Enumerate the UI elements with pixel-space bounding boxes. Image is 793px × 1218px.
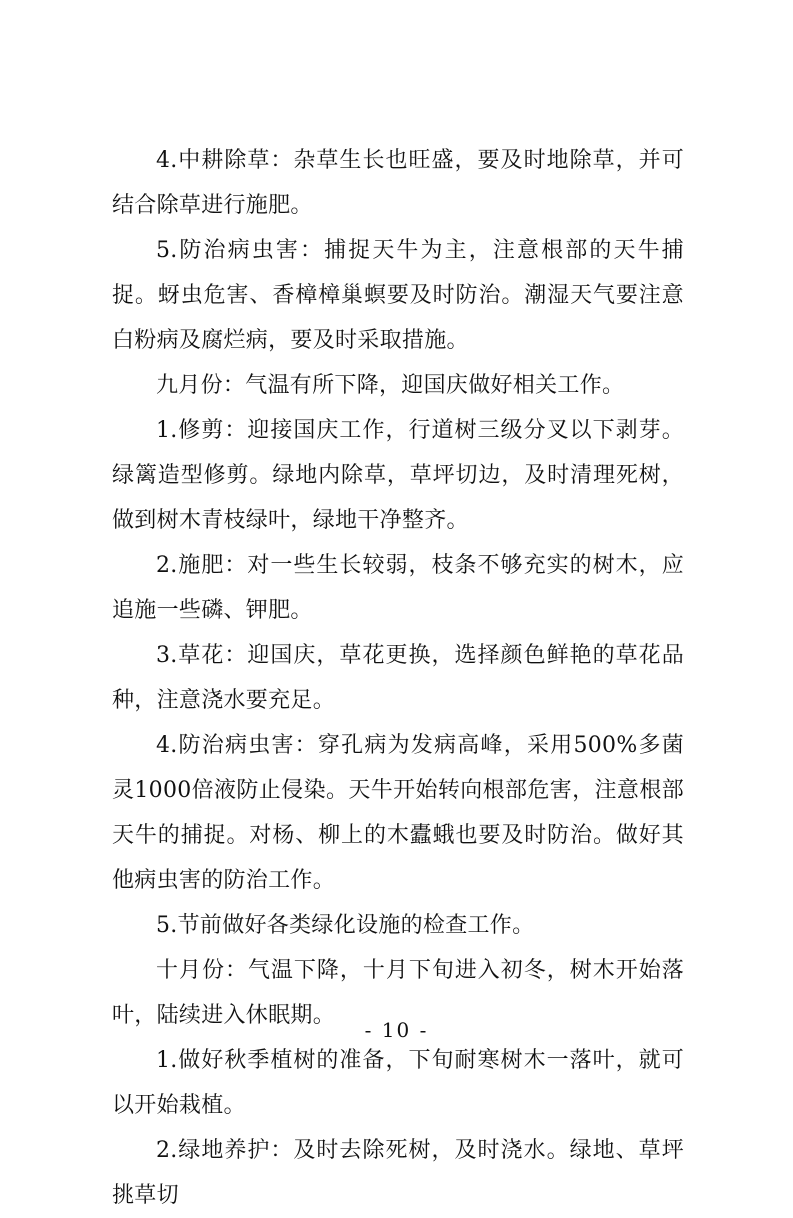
paragraph-pest-control-august: 5.防治病虫害：捕捉天牛为主，注意根部的天牛捕捉。蚜虫危害、香樟樟巢螟要及时防治。潮湿天气要注意白粉病及腐烂病，要及时采取措施。: [112, 238, 684, 353]
paragraph-fertilizing: 2.施肥：对一些生长较弱，枝条不够充实的树木，应追施一些磷、钾肥。: [112, 553, 684, 623]
paragraph-october-heading: 十月份：气温下降，十月下旬进入初冬，树木开始落叶，陆续进入休眠期。: [112, 958, 684, 1028]
paragraph-september-heading: 九月份：气温有所下降，迎国庆做好相关工作。: [156, 373, 625, 398]
page-number: - 10 -: [364, 1018, 429, 1042]
paragraph-pest-control-september: 4.防治病虫害：穿孔病为发病高峰，采用500%多菌灵1000倍液防止侵染。天牛开始转向根部危害，注意根部天牛的捕捉。对杨、柳上的木蠹蛾也要及时防治。做好其他病虫害的防治工作。: [112, 733, 684, 893]
document-body: [112, 138, 684, 1218]
paragraph-pruning: 1.修剪：迎接国庆工作，行道树三级分叉以下剥芽。绿篱造型修剪。绿地内除草，草坪切边，及时清理死树，做到树木青枝绿叶，绿地干净整齐。: [112, 418, 684, 533]
paragraph-weeding: 4.中耕除草：杂草生长也旺盛，要及时地除草，并可结合除草进行施肥。: [112, 148, 684, 218]
paragraph-green-maintenance: 2.绿地养护：及时去除死树，及时浇水。绿地、草坪挑草切: [112, 1138, 684, 1208]
paragraph-flowers: 3.草花：迎国庆，草花更换，选择颜色鲜艳的草花品种，注意浇水要充足。: [112, 643, 684, 713]
paragraph-facility-check: 5.节前做好各类绿化设施的检查工作。: [156, 913, 535, 938]
paragraph-autumn-planting: 1.做好秋季植树的准备，下旬耐寒树木一落叶，就可以开始栽植。: [112, 1048, 684, 1118]
